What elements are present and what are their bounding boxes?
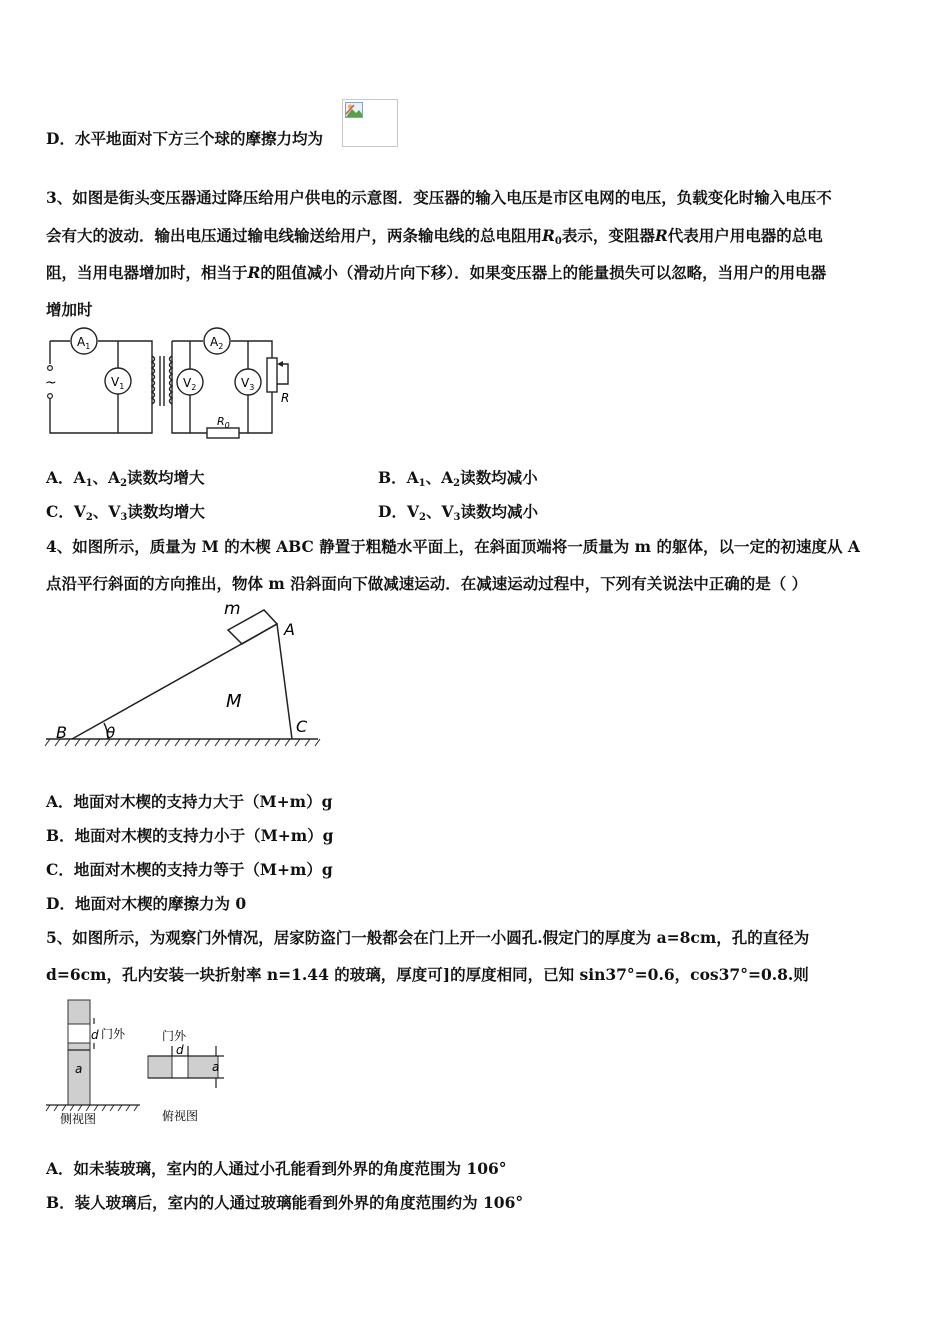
q5-option-a: A．如未装玻璃，室内的人通过小孔能看到外界的角度范围为 106° [46, 1159, 507, 1178]
svg-text:V1: $V_1$ [111, 375, 125, 391]
q3-option-b: B．$A_1$、$A_2$读数均减小 [378, 468, 538, 489]
svg-text:R0: $R_0$ [217, 415, 230, 430]
q4-option-c: C．地面对木楔的支持力等于（M+m）g [46, 860, 333, 879]
q3-stem-line-1: 3、如图是街头变压器通过降压给用户供电的示意图．变压器的输入电压是市区电网的电压，负载变化时输入电压不 [46, 188, 832, 207]
svg-text:门外: 门外 [162, 1029, 187, 1043]
q4-stem-line-2: 点沿平行斜面的方向推出，物体 m 沿斜面向下做减速运动．在减速运动过程中，下列有关说法中正确的是（ ） [46, 574, 808, 593]
broken-image-icon [345, 102, 363, 118]
label-c: C [296, 717, 308, 736]
q4-option-b: B．地面对木楔的支持力小于（M+m）g [46, 826, 334, 845]
q2-option-d [46, 127, 323, 149]
q3-stem-line-4: 增加时 [46, 300, 93, 319]
q2-option-d-text: D．水平地面对下方三个球的摩擦力均为 [46, 129, 323, 148]
q3-option-d: D．$V_2$、$V_3$读数均减小 [378, 502, 538, 523]
q3-option-c: C．$V_2$、$V_3$读数均增大 [46, 502, 205, 523]
svg-text:门外: 门外 [101, 1027, 126, 1041]
q4-option-a: A．地面对木楔的支持力大于（M+m）g [46, 792, 333, 811]
rheostat-label: R [281, 391, 290, 405]
svg-text:V2: $V_2$ [183, 376, 197, 392]
label-m: m [224, 599, 241, 619]
resistor-r0 [207, 428, 239, 438]
wedge-diagram [44, 592, 324, 752]
door-peephole-diagram [44, 998, 244, 1126]
label-b: B [56, 723, 67, 742]
svg-text:A2: $A_2$ [210, 335, 224, 351]
svg-text:俯视图: 俯视图 [162, 1109, 199, 1123]
q3-option-a: A．$A_1$、$A_2$读数均增大 [46, 468, 205, 489]
label-big-m: M [226, 691, 242, 712]
q3-stem-line-2: 会有大的波动．输出电压通过输电线输送给用户，两条输电线的总电阻用$R_0$表示，变阻器R代表用户用电器的总电 [46, 226, 823, 247]
label-a: A [284, 620, 295, 639]
label-theta: θ [106, 724, 116, 742]
svg-text:d: d [176, 1043, 184, 1057]
formula-image-placeholder [342, 99, 398, 147]
q4-option-d: D．地面对木楔的摩擦力为 0 [46, 894, 247, 913]
transformer-circuit-diagram [40, 326, 305, 441]
svg-text:d: d [91, 1028, 99, 1042]
ac-source-symbol: ~ [45, 375, 57, 391]
svg-text:a: a [212, 1060, 220, 1074]
q5-option-b: B．装人玻璃后，室内的人通过玻璃能看到外界的角度范围约为 106° [46, 1193, 524, 1212]
svg-text:A1: $A_1$ [77, 335, 91, 351]
q3-stem-line-3: 阻，当用电器增加时，相当于R的阻值减小（滑动片向下移）．如果变压器上的能量损失可以忽略，当用户的用电器 [46, 263, 827, 282]
svg-text:a: a [75, 1062, 83, 1076]
svg-text:侧视图: 侧视图 [60, 1112, 97, 1126]
q5-stem-line-2: d=6cm，孔内安装一块折射率 n=1.44 的玻璃，厚度可]的厚度相同，已知 sin37°=0.6，cos37°=0.8.则 [46, 965, 809, 984]
q4-stem-line-1: 4、如图所示，质量为 M 的木楔 ABC 静置于粗糙水平面上，在斜面顶端将一质量为 m 的躯体，以一定的初速度从 A [46, 537, 860, 556]
q5-stem-line-1: 5、如图所示，为观察门外情况，居家防盗门一般都会在门上开一小圆孔.假定门的厚度为 a=8cm，孔的直径为 [46, 928, 810, 947]
svg-text:V3: $V_3$ [241, 376, 255, 392]
